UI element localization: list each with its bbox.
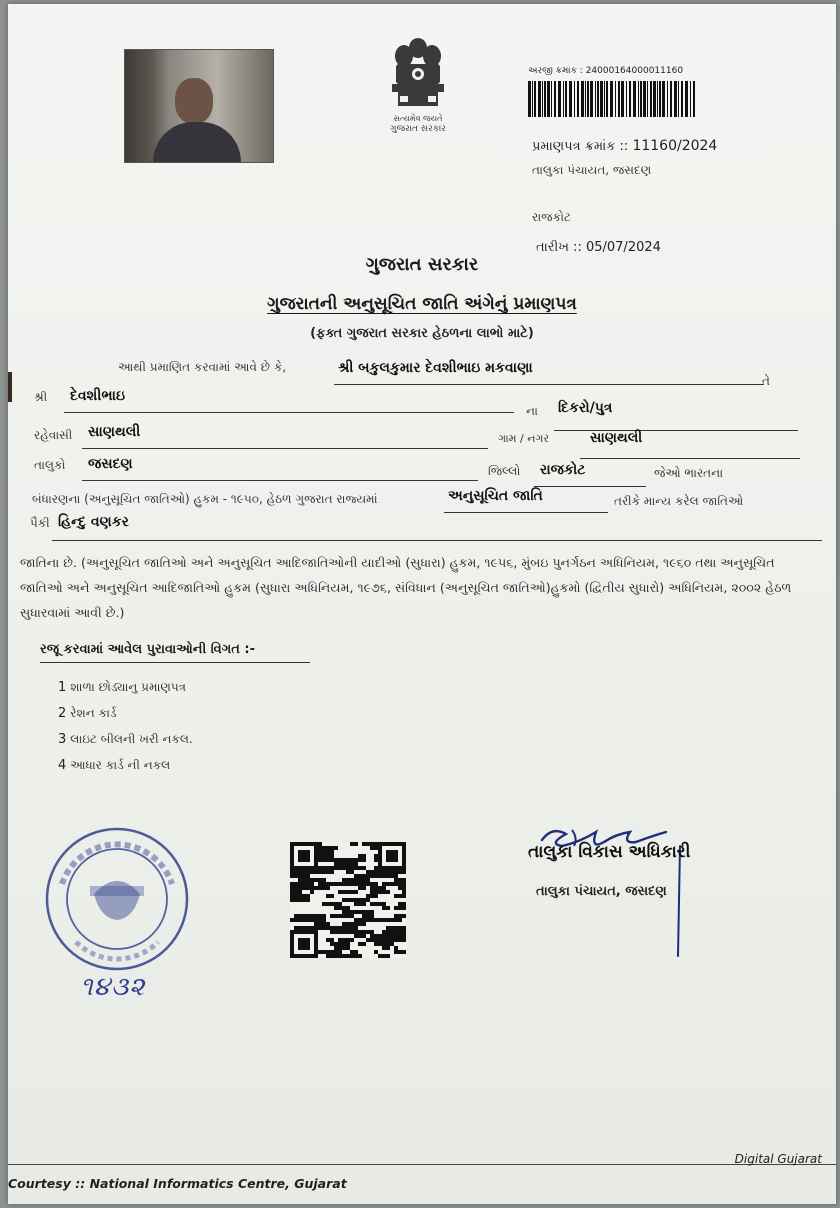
- caste-line: [52, 540, 822, 541]
- category-line: [444, 512, 608, 513]
- barcode: [528, 81, 696, 117]
- document-item-text: આધાર કાર્ડ ની નકલ: [70, 758, 171, 772]
- lion-capital-icon: [386, 34, 450, 112]
- among-label: પૈકી: [30, 516, 50, 530]
- certificate-number-row: [532, 138, 717, 154]
- document-item-number: 4: [58, 758, 67, 773]
- shri-label: શ્રી: [34, 390, 48, 404]
- issue-date-row: [536, 240, 661, 255]
- document-item: [58, 702, 193, 728]
- document-item: [58, 754, 193, 780]
- documents-heading-line: [40, 662, 310, 663]
- resident-label: રહેવાસી: [34, 428, 73, 442]
- document-item-number: 3: [58, 732, 67, 747]
- issuing-city: રાજકોટ: [532, 210, 571, 224]
- na-word: ના: [526, 404, 538, 418]
- qr-code: [290, 842, 406, 958]
- who-india-text: જેઓ ભારતના: [654, 466, 724, 480]
- district-label: જિલ્લો: [488, 464, 521, 478]
- handwritten-number: ૧૪૩૨: [80, 972, 146, 1002]
- certificate-subtitle: (ફક્ત ગુજરાત સરકાર હેઠળના લાભો માટે): [310, 326, 534, 341]
- district-value: રાજકોટ: [540, 462, 586, 478]
- document-item-number: 1: [58, 680, 67, 695]
- document-item-text: લાઇટ બીલની ખરી નકલ.: [70, 732, 193, 746]
- resident-value: સાણથલી: [88, 424, 141, 440]
- issue-date-label: તારીખ ::: [536, 240, 582, 255]
- village-line: [580, 458, 800, 459]
- emblem-caption: ગુજરાત સરકાર: [390, 124, 446, 134]
- document-item-text: શાળા છોડ્યાનુ પ્રમાણપત્ર: [70, 680, 187, 694]
- state-emblem: [378, 34, 458, 144]
- courtesy-text: Courtesy :: National Informatics Centre, Gujarat: [8, 1176, 347, 1191]
- father-name-line: [64, 412, 514, 413]
- village-value: સાણથલી: [590, 430, 643, 446]
- signatory-office: તાલુકા પંચાયત, જસદણ: [536, 884, 667, 899]
- constitution-text: બંધારણના (અનુસૂચિત જાતિઓ) હુકમ - ૧૯૫૦, હેઠળ ગુજરાત રાજ્યમાં: [32, 492, 378, 506]
- certify-prefix: આથી પ્રમાણિત કરવામાં આવે છે કે,: [118, 360, 287, 374]
- documents-list: [58, 676, 193, 780]
- category-value: અનુસૂચિત જાતિ: [448, 488, 543, 504]
- village-label: ગામ / નગર: [498, 432, 550, 445]
- documents-heading: રજૂ કરવામાં આવેલ પુરાવાઓની વિગત :-: [40, 642, 255, 657]
- issue-date: 05/07/2024: [585, 240, 661, 255]
- taluka-line: [82, 480, 478, 481]
- signatory-title: તાલુકા વિકાસ અધિકારી: [528, 842, 691, 862]
- emblem-motto: સત્યમેવ જયતે: [393, 114, 443, 123]
- document-item-number: 2: [58, 706, 67, 721]
- issuing-office: તાલુકા પંચાયત, જસદણ: [532, 163, 652, 177]
- digital-gujarat-label: Digital Gujarat: [734, 1152, 822, 1166]
- legal-paragraph: જાતિના છે. (અનુસૂચિત જાતિઓ અને અનુસૂચિત આદિજાતિઓની યાદીઓ (સુધારા) હુકમ, ૧૯૫૬, મુંબઇ પુનર્ગઠન અધિનિયમ, ૧૯૬૦ તથા અનુસૂચિત જાતિઓ અને અનુસૂચિત આદિજાતિઓ હુકમ (સુધારા અધિનિયમ, ૧૯૭૬, સંવિધાન (અનુસૂચિત જાતિઓ)હુકમો (દ્વિતીય સુધારો) અધિનિયમ, ૨૦૦૨ હેઠળ સુધારવામાં આવી છે.): [20, 555, 792, 620]
- te-word: તે: [762, 374, 770, 388]
- district-line: [534, 486, 646, 487]
- holder-name: શ્રી બકુલકુમાર દેવશીભાઇ મકવાણા: [338, 360, 533, 376]
- resident-line: [82, 448, 488, 449]
- applicant-photo: [124, 49, 274, 163]
- certificate-title: ગુજરાતની અનુસૂચિત જાતિ અંગેનું પ્રમાણપત્ર: [267, 294, 577, 314]
- footer-line: [8, 1164, 836, 1165]
- relation: દિકરો/પુત્ર: [558, 400, 613, 416]
- certificate-number: 11160/2024: [632, 138, 718, 154]
- caste-value: હિન્દુ વણકર: [58, 514, 129, 530]
- page-edge-mark: [8, 372, 12, 402]
- document-item: [58, 676, 193, 702]
- father-name: દેવશીભાઇ: [70, 388, 125, 404]
- document-item-text: રેશન કાર્ડ: [70, 706, 117, 720]
- office-seal: [42, 824, 192, 974]
- certificate-number-label: પ્રમાણપત્ર ક્રમાંક ::: [532, 139, 629, 154]
- taluka-label: તાલુકો: [34, 458, 66, 472]
- government-heading: ગુજરાત સરકાર: [365, 254, 479, 275]
- application-number: અરજી ક્રમાંક : 24000164000011160: [528, 66, 684, 76]
- taluka-value: જસદણ: [88, 456, 133, 472]
- recognized-text: તરીકે માન્ય કરેલ જાતિઓ: [614, 494, 744, 508]
- document-item: [58, 728, 193, 754]
- certificate-page: [8, 4, 836, 1204]
- holder-name-line: [334, 384, 764, 385]
